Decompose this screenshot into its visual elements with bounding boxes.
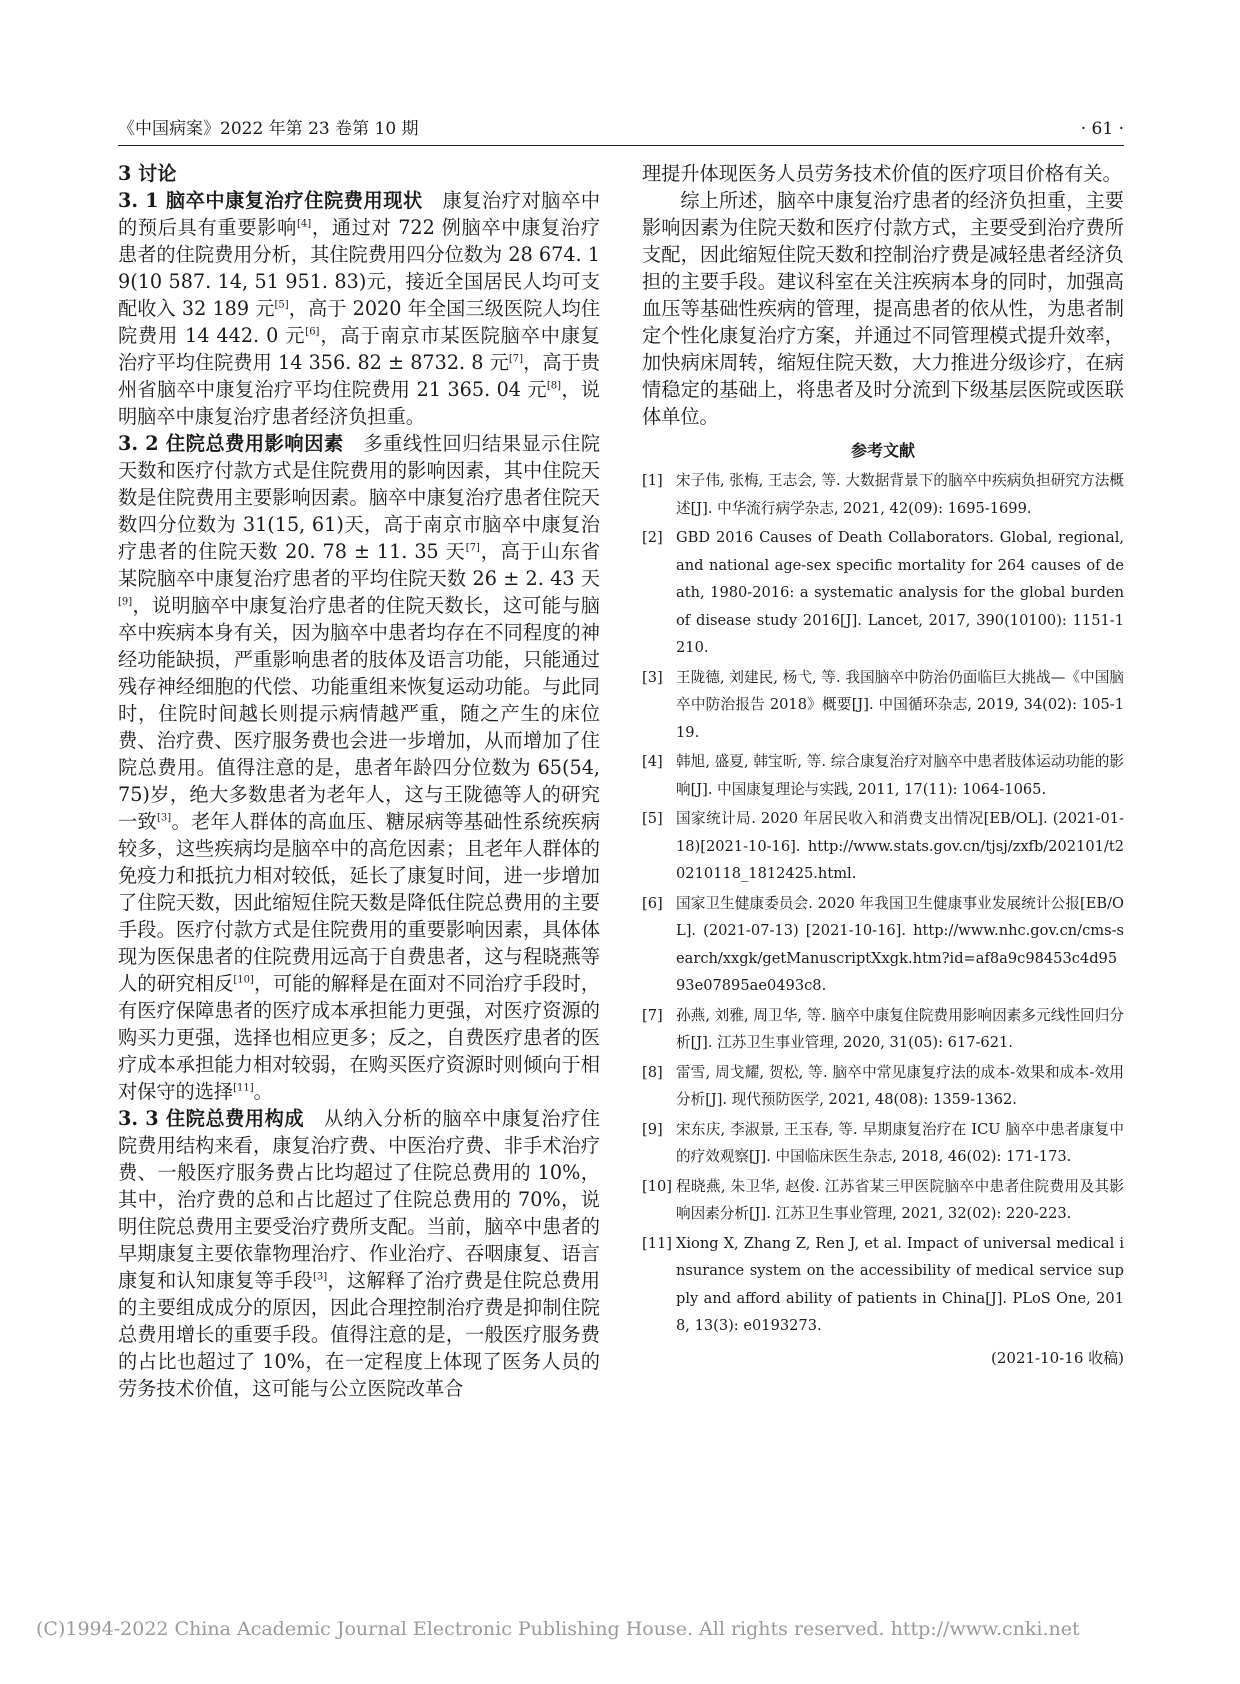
left-column (118, 160, 600, 1402)
reference-text: 王陇德, 刘建民, 杨弋, 等. 我国脑卒中防治仍面临巨大挑战—《中国脑卒中防治报告 2018》概要[J]. 中国循环杂志, 2019, 34(02): 105-119. (676, 668, 1124, 741)
reference-item (642, 1059, 1124, 1114)
heading-3-2: 3. 2 住院总费用影响因素 (118, 432, 344, 455)
reference-number: [6] (642, 894, 663, 912)
right-column (642, 160, 1124, 1372)
header-rule (118, 145, 1124, 146)
running-header (118, 114, 1124, 144)
reference-number: [10] (642, 1177, 672, 1195)
reference-text: 国家卫生健康委员会. 2020 年我国卫生健康事业发展统计公报[EB/OL]. (2021-07-13) [2021-10-16]. http://www.nhc.gov.cn/cms-search/xxgk/getManuscriptXxgk.htm?id=af8a9c98453c4d9593e07895ae0493c8. (676, 894, 1124, 994)
citation[interactable]: [8] (546, 380, 562, 392)
citation[interactable]: [3] (157, 812, 172, 824)
citation[interactable]: [10] (233, 974, 254, 986)
heading-3-3: 3. 3 住院总费用构成 (118, 1107, 305, 1130)
reference-item (642, 748, 1124, 803)
references-title: 参考文献 (850, 441, 915, 460)
reference-item (642, 1230, 1124, 1340)
heading-3-1: 3. 1 脑卒中康复治疗住院费用现状 (118, 189, 423, 212)
citation[interactable]: [5] (274, 299, 289, 311)
reference-number: [11] (642, 1234, 672, 1252)
reference-list (642, 467, 1124, 1340)
reference-number: [1] (642, 472, 663, 489)
reference-item (642, 664, 1124, 747)
reference-number: [9] (642, 1120, 663, 1138)
reference-number: [3] (642, 668, 663, 686)
copyright-footer: (C)1994-2022 China Academic Journal Electronic Publishing House. All rights reserved. http://www.cnki.net (36, 1618, 1080, 1640)
reference-item (642, 1002, 1124, 1057)
reference-item (642, 805, 1124, 888)
reference-item (642, 467, 1124, 522)
paragraph-3-1: 3. 1 脑卒中康复治疗住院费用现状 康复治疗对脑卒中的预后具有重要影响[4]，通过对 722 例脑卒中康复治疗患者的住院费用分析，其住院费用四分位数为 28 674. 19(10 587. 14, 51 951. 83)元，接近全国居民人均可支配收入 32 189 元[5]，高于 2020 年全国三级医院人均住院费用 14 442. 0 元[6]，高于南京市某医院脑卒中康复治疗平均住院费用 14 356. 82 ± 8732. 8 元[7]，高于贵州省脑卒中康复治疗平均住院费用 21 365. 04 元[8]，说明脑卒中康复治疗患者经济负担重。 (118, 189, 601, 428)
citation[interactable]: [4] (296, 218, 312, 230)
reference-number: [2] (642, 529, 663, 546)
reference-number: [4] (642, 753, 663, 770)
citation[interactable]: [7] (465, 542, 480, 554)
reference-text: 孙燕, 刘雅, 周卫华, 等. 脑卒中康复住院费用影响因素多元线性回归分析[J]. 江苏卫生事业管理, 2020, 31(05): 617-621. (676, 1006, 1124, 1051)
reference-item (642, 1173, 1124, 1228)
reference-item (642, 1116, 1124, 1171)
reference-number: [8] (642, 1063, 663, 1081)
received-date: (2021-10-16 收稿) (991, 1348, 1124, 1367)
reference-text: 韩旭, 盛夏, 韩宝昕, 等. 综合康复治疗对脑卒中患者肢体运动功能的影响[J]. 中国康复理论与实践, 2011, 17(11): 1064-1065. (676, 753, 1124, 798)
reference-text: 宋东庆, 李淑景, 王玉春, 等. 早期康复治疗在 ICU 脑卒中患者康复中的疗效观察[J]. 中国临床医生杂志, 2018, 46(02): 171-173. (676, 1120, 1124, 1165)
reference-item (642, 890, 1124, 1000)
reference-text: 雷雪, 周戈耀, 贺松, 等. 脑卒中常见康复疗法的成本-效果和成本-效用分析[J]. 现代预防医学, 2021, 48(08): 1359-1362. (676, 1063, 1124, 1108)
citation[interactable]: [3] (312, 1271, 328, 1283)
paragraph-3-3: 3. 3 住院总费用构成 从纳入分析的脑卒中康复治疗住院费用结构来看，康复治疗费、中医治疗费、非手术治疗费、一般医疗服务费占比均超过了住院总费用的 10%，其中，治疗费的总和占比超过了住院总费用的 70%，说明住院总费用主要受治疗费所支配。当前，脑卒中患者的早期康复主要依靠物理治疗、作业治疗、吞咽康复、语言康复和认知康复等手段[3]，这解释了治疗费是住院总费用的主要组成成分的原因，因此合理控制治疗费是抑制住院总费用增长的重要手段。值得注意的是，一般医疗服务费的占比也超过了 10%，在一定程度上体现了医务人员的劳务技术价值，这可能与公立医院改革合 (118, 1107, 601, 1400)
reference-text: 国家统计局. 2020 年居民收入和消费支出情况[EB/OL]. (2021-01-18)[2021-10-16]. http://www.stats.gov.cn/tjsj/zxfb/202101/t20210118_1812425.html. (676, 810, 1124, 882)
paragraph-continued: 理提升体现医务人员劳务技术价值的医疗项目价格有关。 (642, 162, 1122, 185)
journal-citation: 《中国病案》2022 年第 23 卷第 10 期 (118, 119, 419, 139)
conclusion-paragraph: 综上所述，脑卒中康复治疗患者的经济负担重，主要影响因素为住院天数和医疗付款方式，主要受到治疗费所支配，因此缩短住院天数和控制治疗费是减轻患者经济负担的主要手段。建议科室在关注疾病本身的同时，加强高血压等基础性疾病的管理，提高患者的依从性，为患者制定个性化康复治疗方案，并通过不同管理模式提升效率，加快病床周转，缩短住院天数，大力推进分级诊疗，在病情稳定的基础上，将患者及时分流到下级基层医院或医联体单位。 (642, 189, 1124, 428)
section-title: 3 讨论 (118, 162, 177, 185)
reference-number: [7] (642, 1006, 663, 1024)
reference-item (642, 524, 1124, 662)
citation[interactable]: [7] (508, 353, 524, 365)
reference-text: 宋子伟, 张梅, 王志会, 等. 大数据背景下的脑卒中疾病负担研究方法概述[J]. 中华流行病学杂志, 2021, 42(09): 1695-1699. (676, 472, 1124, 517)
citation[interactable]: [9] (118, 596, 133, 608)
reference-text: 程晓燕, 朱卫华, 赵俊. 江苏省某三甲医院脑卒中患者住院费用及其影响因素分析[J]. 江苏卫生事业管理, 2021, 32(02): 220-223. (676, 1177, 1124, 1222)
reference-text: GBD 2016 Causes of Death Collaborators. Global, regional, and national age-sex specific mortality for 264 causes of death, 1980-2016: a systematic analysis for the global burden of disease study 2016[J]. Lancet, 2017, 390(10100): 1151-1210. (676, 529, 1124, 656)
reference-text: Xiong X, Zhang Z, Ren J, et al. Impact of universal medical insurance system on the accessibility of medical service supply and afford ability of patients in China[J]. PLoS One, 2018, 13(3): e0193273. (676, 1234, 1124, 1334)
citation[interactable]: [6] (305, 326, 320, 338)
paragraph-3-2: 3. 2 住院总费用影响因素 多重线性回归结果显示住院天数和医疗付款方式是住院费用的影响因素，其中住院天数是住院费用主要影响因素。脑卒中康复治疗患者住院天数四分位数为 31(15, 61)天，高于南京市脑卒中康复治疗患者的住院天数 20. 78 ± 11. 35 天[7]，高于山东省某院脑卒中康复治疗患者的平均住院天数 26 ± 2. 43 天[9]，说明脑卒中康复治疗患者的住院天数长，这可能与脑卒中疾病本身有关，因为脑卒中患者均存在不同程度的神经功能缺损，严重影响患者的肢体及语言功能，只能通过残存神经细胞的代偿、功能重组来恢复运动功能。与此同时，住院时间越长则提示病情越严重，随之产生的床位费、治疗费、医疗服务费也会进一步增加，从而增加了住院总费用。值得注意的是，患者年龄四分位数为 65(54, 75)岁，绝大多数患者为老年人，这与王陇德等人的研究一致[3]。老年人群体的高血压、糖尿病等基础性系统疾病较多，这些疾病均是脑卒中的高危因素；且老年人群体的免疫力和抵抗力相对较低，延长了康复时间，进一步增加了住院天数，因此缩短住院天数是降低住院总费用的主要手段。医疗付款方式是住院费用的重要影响因素，具体体现为医保患者的住院费用远高于自费患者，这与程晓燕等人的研究相反[10]，可能的解释是在面对不同治疗手段时，有医疗保障患者的医疗成本承担能力更强，对医疗资源的购买力更强，选择也相应更多；反之，自费医疗患者的医疗成本承担能力相对较弱，在购买医疗资源时则倾向于相对保守的选择[11]。 (118, 432, 601, 1103)
citation[interactable]: [11] (233, 1082, 254, 1094)
page-number: · 61 · (1080, 119, 1124, 139)
reference-number: [5] (642, 810, 663, 827)
